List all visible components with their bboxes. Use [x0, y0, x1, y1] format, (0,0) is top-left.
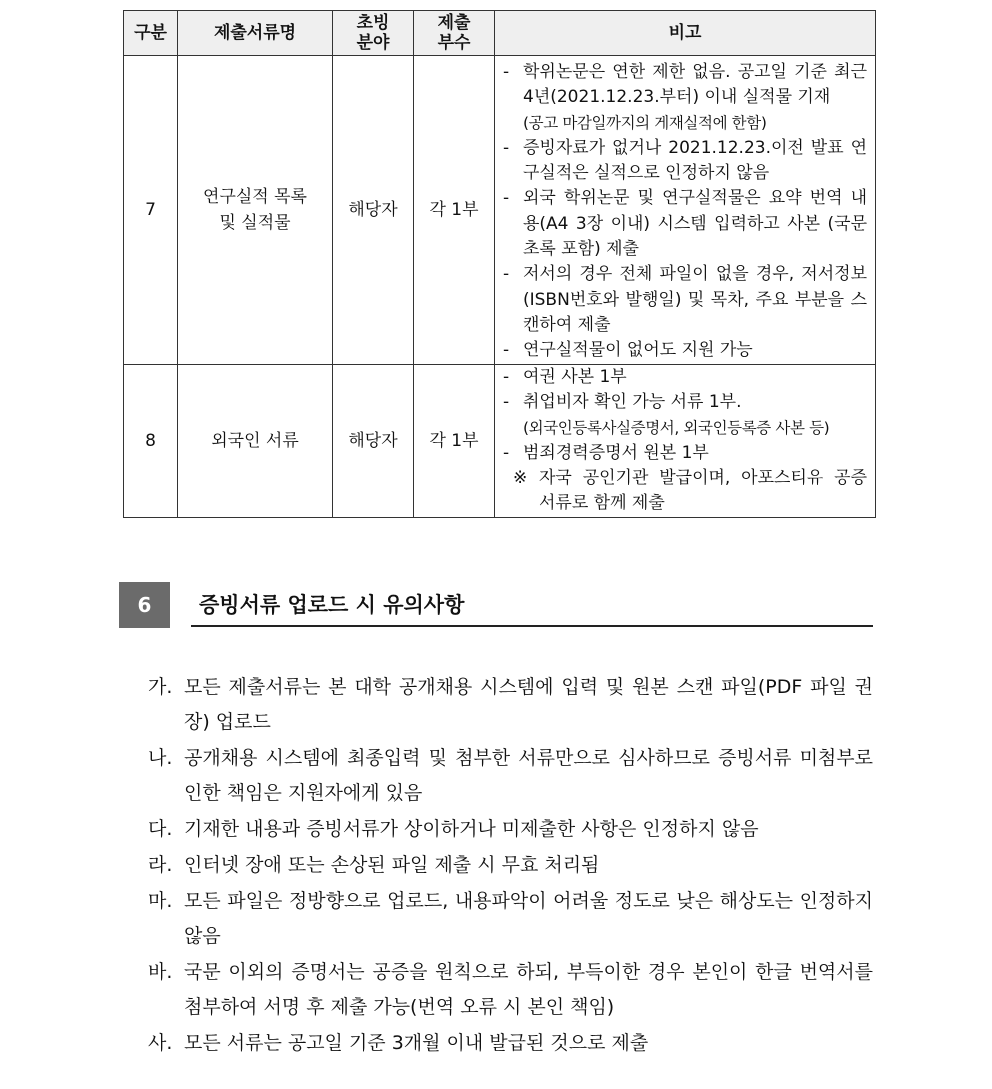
list-item: 나. 공개채용 시스템에 최종입력 및 첨부한 서류만으로 심사하므로 증빙서류 미첨부로 인한 책임은 지원자에게 있음	[148, 747, 873, 804]
document-name: 연구실적 목록 및 실적물	[178, 56, 333, 365]
table-row	[124, 56, 876, 365]
list-item: 마. 모든 파일은 정방향으로 업로드, 내용파악이 어려울 정도로 낮은 해상도는 인정하지 않음	[148, 890, 873, 947]
table-header-row	[124, 11, 876, 56]
list-item: 다. 기재한 내용과 증빙서류가 상이하거나 미제출한 사항은 인정하지 않음	[148, 818, 759, 840]
row-number: 8	[124, 365, 178, 518]
remark-item: - 취업비자 확인 가능 서류 1부.	[503, 392, 742, 413]
remark-item: - 연구실적물이 없어도 지원 가능	[503, 340, 753, 361]
document-name: 외국인 서류	[178, 365, 333, 518]
remark-item: - 증빙자료가 없거나 2021.12.23.이전 발표 연구실적은 실적으로 인정하지 않음	[503, 137, 867, 184]
section-number-badge: 6	[119, 582, 170, 628]
field-value: 해당자	[333, 56, 414, 365]
copies-value: 각 1부	[414, 56, 495, 365]
remarks-cell	[495, 56, 876, 365]
remarks-cell	[495, 365, 876, 518]
table-row	[124, 365, 876, 518]
note-mark-icon: ※	[513, 468, 528, 489]
remark-item: - 범죄경력증명서 원본 1부	[503, 442, 709, 463]
remark-item: - 학위논문은 연한 제한 없음. 공고일 기준 최근 4년(2021.12.23.부터) 이내 실적물 기재	[503, 62, 867, 108]
copies-value: 각 1부	[414, 365, 495, 518]
row-number: 7	[124, 56, 178, 365]
header-copies: 제출 부수	[414, 11, 495, 56]
list-item: 라. 인터넷 장애 또는 손상된 파일 제출 시 무효 처리됨	[148, 854, 600, 876]
guidelines-list	[148, 670, 873, 1062]
remark-item: - 저서의 경우 전체 파일이 없을 경우, 저서정보(ISBN번호와 발행일) 및 목차, 주요 부분을 스캔하여 제출	[503, 264, 867, 335]
remark-note: ※ 자국 공인기관 발급이며, 아포스티유 공증 서류로 함께 제출	[513, 468, 867, 514]
list-item: 가. 모든 제출서류는 본 대학 공개채용 시스템에 입력 및 원본 스캔 파일(PDF 파일 권장) 업로드	[148, 676, 873, 733]
list-item: 사. 모든 서류는 공고일 기준 3개월 이내 발급된 것으로 제출	[148, 1032, 649, 1054]
remark-item: (외국인등록사실증명서, 외국인등록증 사본 등)	[523, 418, 830, 437]
remark-item: (공고 마감일까지의 게재실적에 한함)	[523, 113, 767, 132]
field-value: 해당자	[333, 365, 414, 518]
header-field: 초빙 분야	[333, 11, 414, 56]
list-item: 바. 국문 이외의 증명서는 공증을 원칙으로 하되, 부득이한 경우 본인이 한글 번역서를 첨부하여 서명 후 제출 가능(번역 오류 시 본인 책임)	[148, 961, 873, 1018]
section-title: 증빙서류 업로드 시 유의사항	[191, 582, 873, 627]
header-remarks: 비고	[495, 11, 876, 56]
remark-item: - 외국 학위논문 및 연구실적물은 요약 번역 내용(A4 3장 이내) 시스템 입력하고 사본 (국문초록 포함) 제출	[503, 188, 867, 260]
header-category: 구분	[124, 11, 178, 56]
documents-table	[123, 10, 876, 518]
remark-item: - 여권 사본 1부	[503, 367, 627, 387]
header-document-name: 제출서류명	[178, 11, 333, 56]
